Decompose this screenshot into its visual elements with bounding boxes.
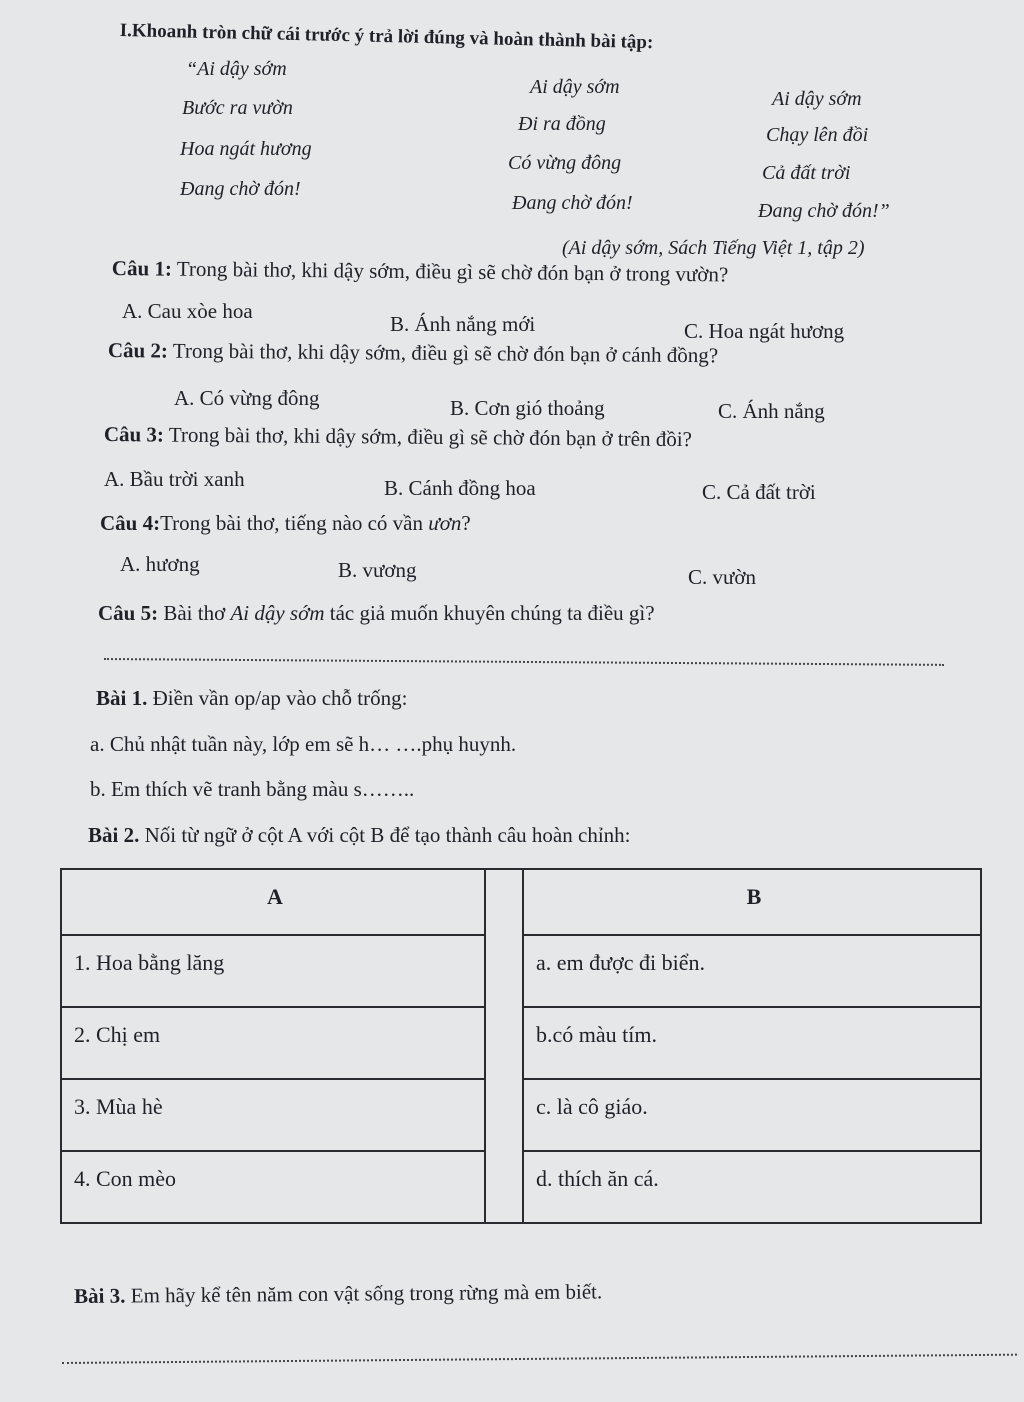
question-text: Trong bài thơ, khi dậy sớm, điều gì sẽ chờ đón bạn ở trong vườn? (171, 256, 729, 287)
question-label: Câu 1: (111, 256, 173, 281)
poem-line: Bước ra vườn (182, 97, 293, 119)
column-a-item[interactable]: 2. Chị em (61, 1007, 485, 1079)
column-b-item[interactable]: b.có màu tím. (523, 1007, 981, 1079)
poem-line: Đang chờ đón! (512, 192, 633, 214)
poem-source: (Ai dậy sớm, Sách Tiếng Việt 1, tập 2) (562, 237, 865, 259)
exercise-2-heading (88, 823, 631, 848)
option: A. hương (120, 552, 200, 576)
poem-line: Hoa ngát hương (180, 138, 312, 160)
column-b-item[interactable]: d. thích ăn cá. (523, 1151, 981, 1223)
table-gap (485, 868, 525, 1224)
exercise-1-item-b: b. Em thích vẽ tranh bằng màu s…….. (90, 777, 415, 801)
column-b-table (522, 868, 982, 1224)
exercise-text: Em hãy kể tên năm con vật sống trong rừng mà em biết. (125, 1279, 603, 1308)
exercise-1-heading (96, 686, 407, 711)
exercise-text: Điền vần op/ap vào chỗ trống: (147, 686, 408, 710)
option: A. Bầu trời xanh (104, 467, 245, 491)
question-label: Câu 2: (107, 338, 169, 363)
question-text-end: ? (461, 511, 471, 535)
column-a-item[interactable]: 1. Hoa bằng lăng (61, 935, 485, 1007)
option: A. Có vừng đông (174, 386, 320, 410)
column-a-table (60, 868, 486, 1224)
exercise-label: Bài 2. (88, 823, 140, 847)
option: C. Cả đất trời (702, 480, 816, 504)
poem-line: Chạy lên đồi (766, 124, 869, 146)
question-label: Câu 4: (100, 511, 161, 535)
option: A. Cau xòe hoa (122, 299, 253, 323)
question-label: Câu 5: (98, 601, 159, 625)
question-text: Bài thơ (158, 601, 231, 625)
poem-line: Ai dậy sớm (772, 88, 862, 110)
question-label: Câu 3: (103, 422, 165, 447)
exercise-3-heading (74, 1279, 602, 1309)
answer-line[interactable] (62, 1354, 1017, 1364)
poem-line: Đang chờ đón!” (758, 200, 890, 222)
question-text-end: tác giả muốn khuyên chúng ta điều gì? (324, 601, 655, 625)
option: C. Hoa ngát hương (684, 319, 845, 343)
poem-line: Ai dậy sớm (530, 76, 620, 98)
exercise-label: Bài 1. (96, 686, 148, 710)
poem-line: Đang chờ đón! (180, 178, 301, 200)
option: C. Ánh nắng (718, 399, 825, 423)
option: B. Cơn gió thoảng (450, 396, 605, 420)
question-text: Trong bài thơ, khi dậy sớm, điều gì sẽ chờ đón bạn ở cánh đồng? (167, 338, 719, 368)
column-b-item[interactable]: a. em được đi biển. (523, 935, 981, 1007)
question-text: Trong bài thơ, khi dậy sớm, điều gì sẽ chờ đón bạn ở trên đồi? (163, 422, 693, 452)
exercise-text: Nối từ ngữ ở cột A với cột B để tạo thành câu hoàn chỉnh: (139, 823, 631, 847)
poem-line: Cả đất trời (762, 162, 851, 184)
column-a-header: A (61, 869, 485, 935)
option: B. vương (338, 558, 417, 582)
poem-line: Có vừng đông (508, 152, 622, 174)
column-a-item[interactable]: 3. Mùa hè (61, 1079, 485, 1151)
question-text-italic: ươn (428, 511, 462, 535)
section-heading: I.Khoanh tròn chữ cái trước ý trả lời đúng và hoàn thành bài tập: (119, 20, 654, 54)
question-1 (112, 256, 729, 287)
question-5 (98, 601, 655, 626)
option: B. Cánh đồng hoa (384, 476, 536, 500)
exercise-1-item-a: a. Chủ nhật tuần này, lớp em sẽ h… ….phụ huynh. (90, 732, 517, 756)
question-text-italic: Ai dậy sớm (230, 601, 325, 625)
question-3 (104, 422, 692, 452)
column-a-item[interactable]: 4. Con mèo (61, 1151, 485, 1223)
question-text: Trong bài thơ, tiếng nào có vần (160, 511, 429, 535)
answer-line[interactable] (104, 658, 944, 666)
option: C. vườn (688, 565, 756, 589)
column-b-header: B (523, 869, 981, 935)
exercise-label: Bài 3. (74, 1283, 126, 1308)
option: B. Ánh nắng mới (390, 312, 536, 336)
poem-line: Đi ra đồng (518, 113, 606, 135)
column-b-item[interactable]: c. là cô giáo. (523, 1079, 981, 1151)
poem-line: “Ai dậy sớm (186, 58, 287, 80)
question-4 (100, 511, 471, 536)
question-2 (108, 338, 718, 368)
